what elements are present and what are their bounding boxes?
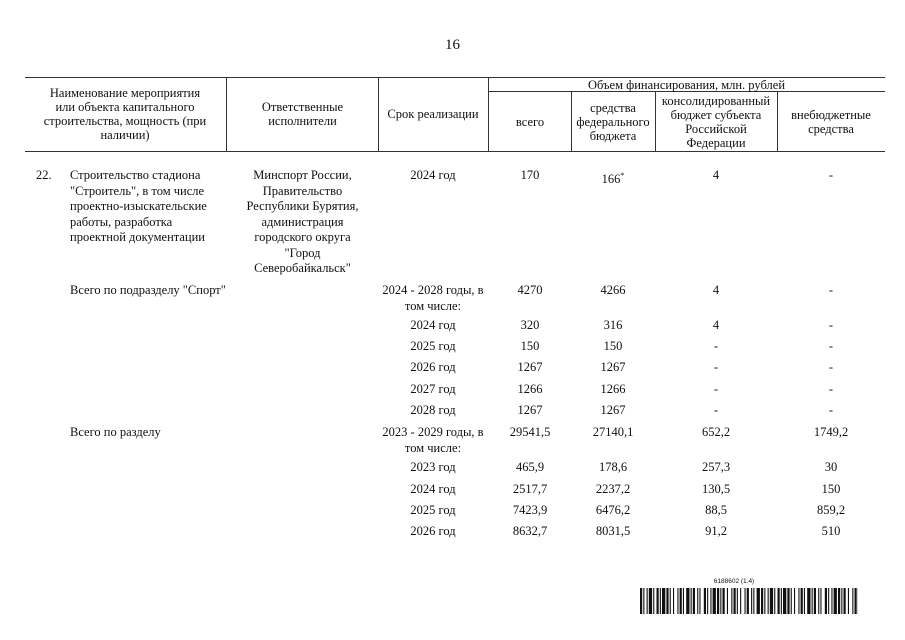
row-federal: 4266 [600, 283, 626, 297]
row-period: 2026 год [410, 524, 456, 538]
col-divider [777, 91, 778, 151]
row-extra: 859,2 [816, 503, 846, 517]
sport-total-label: Всего по подразделу "Спорт" [70, 283, 226, 297]
page-number: 16 [445, 37, 460, 53]
row-extra: 150 [821, 482, 841, 496]
row-consolidated: 88,5 [705, 503, 727, 517]
row-consolidated: - [713, 360, 719, 374]
header-federal: средства федерального бюджета [576, 101, 650, 143]
row-consolidated: 257,3 [701, 460, 731, 474]
col-divider [488, 77, 489, 151]
row-consolidated: - [713, 339, 719, 353]
footnote-mark: * [620, 171, 625, 180]
row-consolidated: 130,5 [701, 482, 731, 496]
col-divider [378, 77, 379, 151]
row-total: 29541,5 [509, 425, 551, 439]
row-consolidated: - [713, 403, 719, 417]
row-consolidated: 4 [712, 318, 720, 332]
row-extra: - [828, 318, 834, 332]
row-federal: 8031,5 [595, 524, 631, 538]
row-extra: - [828, 382, 834, 396]
row-period: 2028 год [410, 403, 456, 417]
section-total-label: Всего по разделу [70, 425, 161, 439]
item-total: 170 [520, 168, 540, 182]
row-period: 2024 - 2028 годы, в том числе: [382, 283, 484, 313]
row-federal: 150 [603, 339, 623, 353]
row-period: 2023 год [410, 460, 456, 474]
item-period: 2024 год [410, 168, 456, 182]
barcode-image [640, 588, 858, 614]
item-name: Строительство стадиона "Строитель", в том числе проектно-изыскательские работы, разработка проектной документации [70, 168, 207, 244]
row-total: 150 [520, 339, 540, 353]
row-total: 1267 [517, 360, 543, 374]
row-federal: 6476,2 [595, 503, 631, 517]
row-period: 2025 год [410, 503, 456, 517]
header-executors: Ответственные исполнители [261, 100, 344, 128]
item-extra: - [828, 168, 834, 182]
item-executors: Минспорт России, Правительство Республики Бурятия, администрация городского округа "Город Северобайкальск" [246, 168, 359, 275]
row-total: 4270 [517, 283, 543, 297]
row-period: 2025 год [410, 339, 456, 353]
row-total: 2517,7 [512, 482, 548, 496]
row-extra: 1749,2 [813, 425, 849, 439]
row-period: 2023 - 2029 годы, в том числе: [382, 425, 484, 455]
item-consolidated: 4 [712, 168, 720, 182]
row-total: 320 [520, 318, 540, 332]
row-federal: 178,6 [598, 460, 628, 474]
row-federal: 1267 [600, 403, 626, 417]
row-period: 2027 год [410, 382, 456, 396]
row-total: 8632,7 [512, 524, 548, 538]
item-number: 22. [36, 168, 52, 182]
row-period: 2024 год [410, 482, 456, 496]
row-federal: 27140,1 [592, 425, 634, 439]
row-extra: 30 [824, 460, 838, 474]
row-consolidated: 4 [712, 283, 720, 297]
row-federal: 316 [603, 318, 623, 332]
row-extra: - [828, 360, 834, 374]
row-total: 1266 [517, 382, 543, 396]
row-consolidated: 652,2 [701, 425, 731, 439]
header-extrabudgetary: внебюджетные средства [791, 108, 871, 136]
col-divider [655, 91, 656, 151]
item-federal-value: 166 [601, 172, 621, 186]
row-total: 465,9 [515, 460, 545, 474]
header-name: Наименование мероприятия или объекта капитального строительства, мощность (при наличии) [43, 86, 207, 142]
row-extra: - [828, 403, 834, 417]
header-consolidated: консолидированный бюджет субъекта Российской Федерации [661, 94, 771, 150]
header-period: Срок реализации [387, 107, 479, 121]
col-divider [571, 91, 572, 151]
header-bottom-rule [25, 151, 885, 152]
col-divider [226, 77, 227, 151]
row-federal: 1266 [600, 382, 626, 396]
row-period: 2024 год [410, 318, 456, 332]
barcode-label: 6188602 (1.4) [713, 578, 755, 585]
row-extra: - [828, 283, 834, 297]
row-period: 2026 год [410, 360, 456, 374]
row-consolidated: 91,2 [705, 524, 727, 538]
row-federal: 1267 [600, 360, 626, 374]
header-total: всего [515, 115, 545, 129]
row-federal: 2237,2 [595, 482, 631, 496]
row-extra: 510 [821, 524, 841, 538]
row-total: 1267 [517, 403, 543, 417]
header-funding: Объем финансирования, млн. рублей [587, 77, 786, 92]
row-total: 7423,9 [512, 503, 548, 517]
row-extra: - [828, 339, 834, 353]
row-consolidated: - [713, 382, 719, 396]
item-federal [573, 168, 653, 188]
